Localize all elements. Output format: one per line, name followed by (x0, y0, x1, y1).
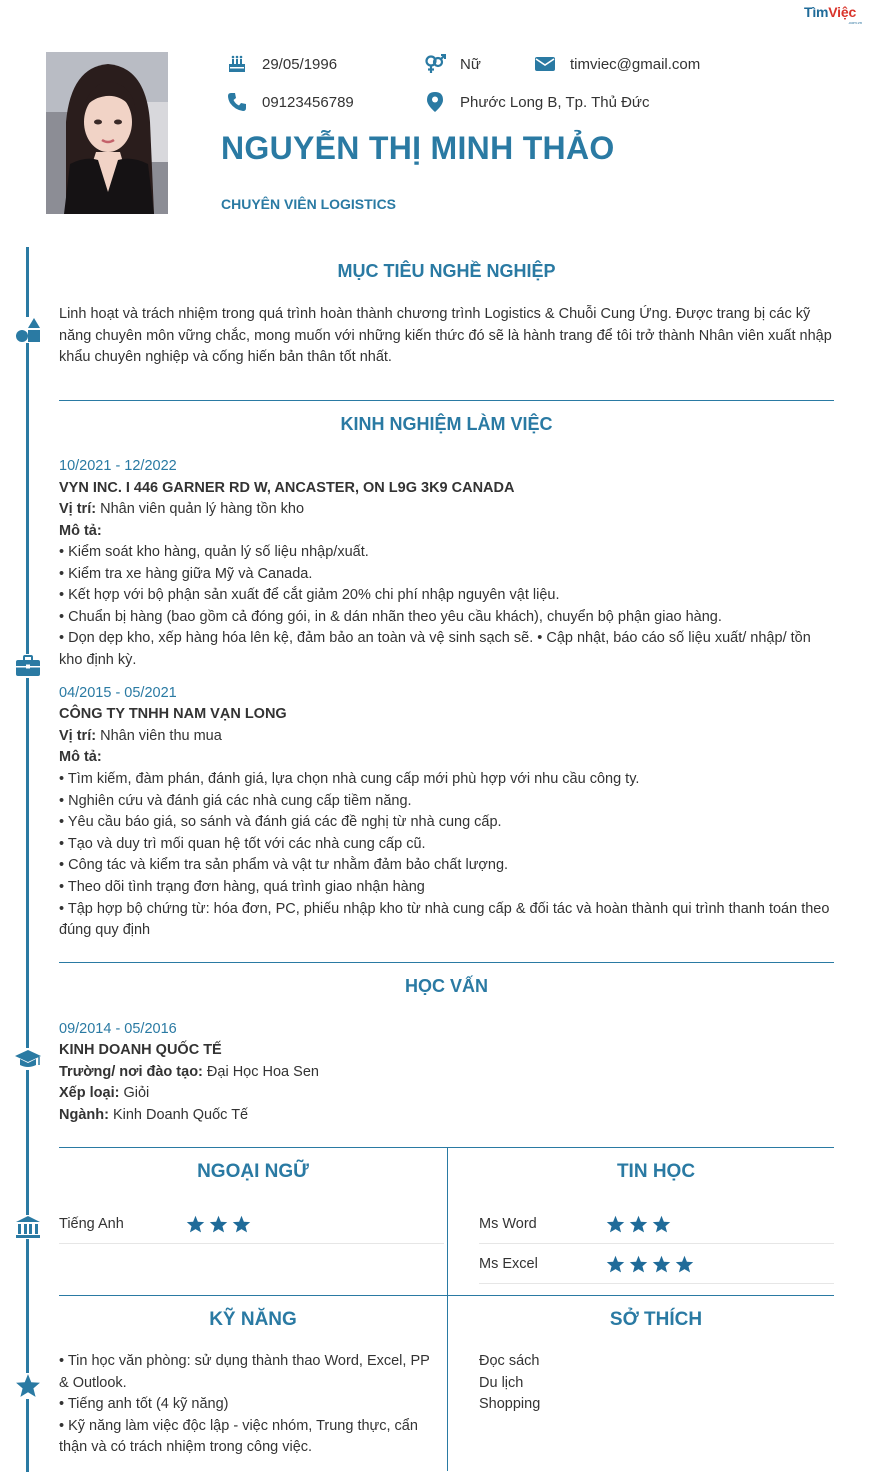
list-item: • Tiếng anh tốt (4 kỹ năng) (59, 1396, 229, 1413)
rating-star-icon (186, 1215, 205, 1234)
list-item: • Tạo và duy trì mối quan hệ tốt với các nhà cung cấp cũ. (59, 835, 426, 852)
hobbies-title: SỞ THÍCH (609, 1309, 703, 1330)
candidate-name: NGUYỄN THỊ MINH THẢO (221, 130, 615, 166)
hobbies-list (479, 1351, 834, 1416)
envelope-icon (534, 53, 556, 75)
it-skill-rating (606, 1215, 671, 1234)
list-item: • Chuẩn bị hàng (bao gồm cả đóng gói, in & dán nhãn theo yêu cầu khách), chuyển bộ phận giao hàng. (59, 608, 722, 625)
desc-label: Mô tả: (59, 523, 102, 539)
education-field (59, 1107, 248, 1123)
list-item: • Kiểm tra xe hàng giữa Mỹ và Canada. (59, 565, 313, 582)
list-item: & Outlook. (59, 1374, 127, 1391)
position-label: Vị trí: (59, 501, 97, 517)
column-divider (447, 1147, 448, 1295)
birthdate-info (226, 53, 337, 75)
phone-icon (226, 91, 248, 113)
address-value: Phước Long B, Tp. Thủ Đức (460, 93, 650, 111)
it-skills-title: TIN HỌC (616, 1161, 696, 1182)
row-divider (59, 1243, 444, 1244)
field-label: Ngành: (59, 1107, 109, 1123)
email-info (534, 53, 700, 75)
education-school (59, 1064, 319, 1080)
timeline-line (26, 247, 29, 1472)
row-divider (479, 1283, 834, 1284)
rank-value: Giỏi (123, 1085, 150, 1101)
phone-info (226, 91, 354, 113)
education-major-title: KINH DOANH QUỐC TẾ (59, 1042, 222, 1058)
list-item: • Dọn dẹp kho, xếp hàng hóa lên kệ, đảm bảo an toàn và vệ sinh sạch sẽ. • Cập nhật, báo cáo số liệu xuất/ nhập/ tồn kho định kỳ. (59, 630, 811, 668)
rating-star-icon (606, 1215, 625, 1234)
list-item: • Tin học văn phòng: sử dụng thành thao Word, Excel, PP (59, 1353, 430, 1369)
job-position (59, 728, 222, 744)
list-item: • Công tác và kiểm tra sản phẩm và vật tư nhằm đảm bảo chất lượng. (59, 857, 509, 874)
it-skill-rating (606, 1255, 694, 1274)
job-position (59, 501, 304, 517)
it-skill-name: Ms Excel (479, 1256, 538, 1272)
skills-title: KỸ NĂNG (209, 1309, 297, 1330)
list-item: • Theo dõi tình trạng đơn hàng, quá trình giao nhận hàng (59, 878, 425, 895)
list-item: • Tìm kiếm, đàm phán, đánh giá, lựa chọn nhà cung cấp mới phù hợp với nhu cầu công ty. (59, 771, 640, 787)
address-info (424, 91, 649, 113)
divider (59, 962, 834, 963)
rating-star-icon (652, 1215, 671, 1234)
job-desc-label (59, 523, 102, 539)
education-title: HỌC VẤN (404, 976, 488, 996)
language-rating (186, 1215, 251, 1234)
skills-list (59, 1351, 444, 1459)
list-item: • Nghiên cứu và đánh giá các nhà cung cấp tiềm năng. (59, 792, 412, 809)
list-item: • Kiểm soát kho hàng, quản lý số liệu nhập/xuất. (59, 544, 369, 560)
gender-value: Nữ (460, 55, 481, 73)
rating-star-icon (629, 1255, 648, 1274)
school-value: Đại Học Hoa Sen (206, 1064, 319, 1080)
map-pin-icon (424, 91, 446, 113)
rating-star-icon (652, 1255, 671, 1274)
logo-text: Tìm (804, 4, 829, 20)
objective-text: Linh hoạt và trách nhiệm trong quá trình hoàn thành chương trình Logistics & Chuỗi Cung Ứng. Được trang bị các kỹ năng chuyên môn vững chắc, mong muốn với những kiến thức đó sẽ là hành trang để tôi trở thành Nhân viên xuất nhập khẩu chuyên nghiệp và cống hiến bản thân tốt nhất. (59, 306, 832, 365)
logo-text-highlight: Việc (828, 4, 857, 20)
education-rank (59, 1085, 149, 1101)
position-label: Vị trí: (59, 728, 97, 744)
list-item: • Kỹ năng làm việc độc lập - việc nhóm, Trung thực, cẩn (59, 1417, 418, 1434)
rank-label: Xếp loại: (59, 1085, 120, 1101)
list-item: thận và có trách nhiệm trong công việc. (59, 1439, 313, 1456)
languages-title: NGOẠI NGỮ (197, 1161, 309, 1182)
graduation-cap-icon (14, 1045, 42, 1073)
phone-value: 09123456789 (262, 93, 354, 111)
job-company: VYN INC. I 446 GARNER RD W, ANCASTER, ON L9G 3K9 CANADA (59, 480, 515, 496)
job-bullets (59, 542, 834, 672)
column-divider (447, 1295, 448, 1471)
list-item: Đọc sách (479, 1353, 540, 1369)
job-bullets (59, 769, 834, 942)
divider (59, 400, 834, 401)
brand-logo[interactable] (804, 4, 864, 24)
job-desc-label (59, 749, 102, 765)
position-value: Nhân viên thu mua (100, 728, 222, 744)
job-company: CÔNG TY TNHH NAM VẠN LONG (59, 706, 287, 722)
school-label: Trường/ nơi đào tạo: (59, 1064, 203, 1080)
rating-star-icon (232, 1215, 251, 1234)
experience-title: KINH NGHIỆM LÀM VIỆC (340, 414, 553, 434)
birthday-cake-icon (226, 53, 248, 75)
position-value: Nhân viên quản lý hàng tồn kho (100, 501, 305, 517)
shapes-icon (14, 316, 42, 344)
job-date: 10/2021 - 12/2022 (59, 458, 177, 474)
birthdate-value: 29/05/1996 (262, 55, 338, 73)
field-value: Kinh Doanh Quốc Tế (112, 1107, 249, 1123)
rating-star-icon (209, 1215, 228, 1234)
star-icon (14, 1372, 42, 1400)
list-item: Shopping (479, 1396, 541, 1413)
gender-icon (424, 53, 446, 75)
job-date: 04/2015 - 05/2021 (59, 685, 177, 701)
bank-icon (14, 1213, 42, 1241)
avatar (46, 52, 168, 214)
rating-star-icon (606, 1255, 625, 1274)
desc-label: Mô tả: (59, 749, 102, 765)
list-item: Du lịch (479, 1374, 524, 1391)
objective-title: MỤC TIÊU NGHỀ NGHIỆP (337, 261, 556, 281)
rating-star-icon (675, 1255, 694, 1274)
row-divider (479, 1243, 834, 1244)
logo-domain: .com.vn (847, 20, 862, 25)
candidate-job-title: CHUYÊN VIÊN LOGISTICS (221, 196, 397, 212)
list-item: • Tập hợp bộ chứng từ: hóa đơn, PC, phiếu nhập kho từ nhà cung cấp & đối tác và hoàn thành qui trình thanh toán theo đúng quy định (59, 900, 830, 939)
education-date: 09/2014 - 05/2016 (59, 1021, 177, 1037)
language-name: Tiếng Anh (59, 1216, 124, 1232)
rating-star-icon (629, 1215, 648, 1234)
it-skill-name: Ms Word (479, 1216, 537, 1232)
gender-info (424, 53, 481, 75)
briefcase-icon (14, 652, 42, 680)
list-item: • Kết hợp với bộ phận sản xuất để cắt giảm 20% chi phí nhập nguyên vật liệu. (59, 587, 560, 604)
list-item: • Yêu cầu báo giá, so sánh và đánh giá các đề nghị từ nhà cung cấp. (59, 814, 502, 831)
email-value: timviec@gmail.com (570, 55, 701, 73)
